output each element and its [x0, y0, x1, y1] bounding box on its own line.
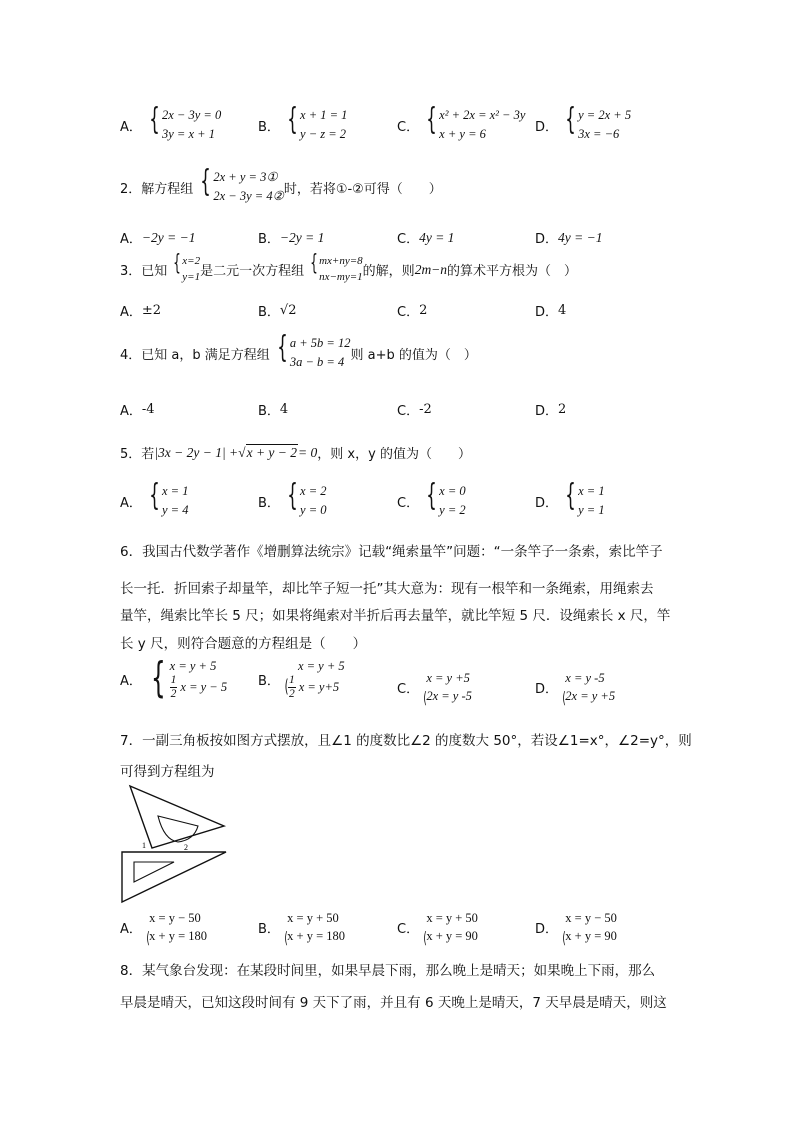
question-text: 5．若: [120, 447, 155, 462]
q2-option-c: [397, 228, 454, 247]
equation: 2x = y +5: [565, 689, 616, 704]
option-label: B．: [258, 495, 280, 511]
question-text: 时，若将①-②可得（ ）: [283, 181, 442, 197]
q6-text-line: 长一托．折回索子却量竿，却比竿子短一托”其大意为：现有一根竿和一条绳索，用绳索去: [120, 581, 654, 597]
option-label: A．: [120, 404, 142, 419]
option-label: A．: [120, 673, 142, 689]
equation: x = y + 50: [287, 911, 339, 925]
equation: x = y + 50: [426, 911, 478, 925]
q3-stem: 3．已知 { x=2 y=1 是二元一次方程组 { mx+ny=8 nx−my=1 的解，则 2m−n 的算术平方根为（ ）: [120, 254, 577, 286]
equation: x = y − 50: [565, 911, 617, 925]
equation: 3x = −6: [578, 127, 620, 142]
question-text: ，则 x，y 的值为（ ）: [317, 447, 471, 462]
option-label: A．: [120, 921, 142, 937]
lower-set-square: [122, 852, 226, 902]
equation: nx−my=1: [319, 270, 363, 283]
q1-option-a: A． { 2x − 3y = 0 3y = x + 1: [120, 106, 221, 145]
equation: x = y + 5: [169, 659, 217, 673]
equation: x + y = 90: [565, 929, 617, 944]
expression: x + y − 2: [246, 445, 298, 460]
q4-stem: 4．已知 a，b 满足方程组 { a + 5b = 12 3a − b = 4 则 a+b 的值为（ ）: [120, 334, 477, 373]
equation: x = y + 5: [297, 659, 345, 673]
q6-option-b: B． ( x = y + 5 $\frac{1}{2}$ x = y+5: [258, 659, 345, 700]
q1-option-c: C． { x² + 2x = x² − 3y x + y = 6: [397, 106, 525, 145]
equation: x + y = 90: [426, 929, 478, 944]
equation: x = y +5: [426, 671, 470, 685]
equation: 2x = y -5: [426, 689, 472, 704]
equation: x = 2: [300, 484, 327, 498]
equation: y=1: [182, 270, 201, 283]
option-label: C．: [397, 232, 420, 247]
option-label: C．: [397, 119, 420, 135]
equation: x = 1: [162, 484, 189, 498]
equation: y = 1: [578, 503, 605, 518]
q2-stem: 2．解方程组 { 2x + y = 3① 2x − 3y = 4② 时，若将①-②可得（ ）: [120, 168, 442, 207]
q8-text-line: 早晨是晴天，已知这段时间有 9 天下了雨，并且有 6 天晚上是晴天，7 天早晨是晴天，则这: [120, 995, 667, 1011]
option-text: ±2: [141, 303, 162, 318]
fraction-denominator: 2: [170, 687, 177, 700]
equation: 2x − 3y = 0: [162, 108, 222, 122]
question-text: 是二元一次方程组: [200, 264, 305, 280]
option-label: D．: [535, 305, 559, 320]
equation: 3y = x + 1: [162, 127, 215, 142]
option-label: B．: [258, 305, 280, 320]
option-label: D．: [535, 404, 559, 419]
question-text: 2．解方程组: [120, 181, 194, 197]
equation: x = 0: [439, 484, 466, 498]
q8-text-line: 8．某气象台发现：在某段时间里，如果早晨下雨，那么晚上是晴天；如果晚上下雨，那么: [120, 963, 656, 979]
option-label: D．: [535, 119, 559, 135]
q7-text-line: 可得到方程组为: [120, 764, 215, 780]
equation: y − z = 2: [300, 127, 347, 142]
question-text: 的算术平方根为（ ）: [447, 264, 578, 280]
equation: x=2: [182, 255, 201, 267]
equation: y = 2x + 5: [578, 108, 632, 122]
equation: x = y -5: [565, 671, 605, 685]
q4-option-c: [397, 400, 432, 419]
q7-option-c: C． ( x = y + 50 x + y = 90: [397, 911, 478, 948]
q7-option-b: B． ( x = y + 50 x + y = 180: [258, 911, 346, 948]
option-label: C．: [397, 495, 420, 511]
equation: 2x − 3y = 4②: [213, 189, 284, 204]
option-label: B．: [258, 232, 280, 247]
equation: y = 2: [439, 503, 466, 518]
q5-option-a: A． { x = 1 y = 4: [120, 482, 188, 521]
equation: x + y = 180: [149, 929, 208, 944]
option-text: −2y = 1: [279, 229, 325, 245]
q7-option-d: D． ( x = y − 50 x + y = 90: [535, 911, 617, 948]
option-label: B．: [258, 119, 280, 135]
q5-option-b: B． { x = 2 y = 0: [258, 482, 327, 521]
q6-option-a: A． { x = y + 5 $\frac{1}{2}$ x = y − 5: [120, 653, 228, 702]
q5-option-d: D． { x = 1 y = 1: [535, 482, 605, 521]
option-text: 2: [419, 303, 428, 318]
option-label: C．: [397, 921, 420, 937]
q6-text-line: 量竿，绳索比竿长 5 尺；如果将绳索对半折后再去量竿，就比竿短 5 尺．设绳索长 x 尺，竿: [120, 608, 671, 624]
equation: x + 1 = 1: [300, 108, 348, 122]
q7-text-line: 7．一副三角板按如图方式摆放，且∠1 的度数比∠2 的度数大 50°，若设∠1=x°，∠2=y°，则: [120, 733, 692, 749]
q2-option-a: [120, 228, 195, 247]
equation: y = 4: [162, 503, 189, 518]
option-text: 4: [279, 402, 289, 417]
q3-option-d: [535, 301, 566, 320]
option-label: A．: [120, 305, 142, 320]
equation: x² + 2x = x² − 3y: [439, 108, 526, 122]
q4-option-a: [120, 400, 155, 419]
question-text: 则 a+b 的值为（ ）: [350, 347, 477, 363]
option-text: 4: [558, 303, 567, 318]
option-label: C．: [397, 404, 420, 419]
option-label: A．: [120, 495, 142, 511]
equation: 2x + y = 3①: [213, 170, 278, 184]
equation: x + y = 180: [287, 929, 346, 944]
option-label: C．: [397, 681, 420, 697]
q4-option-d: [535, 400, 566, 419]
expression: = 0: [298, 444, 318, 460]
triangle-rulers-figure: [118, 782, 230, 906]
equation: x = y − 50: [149, 911, 201, 925]
option-label: D．: [535, 495, 559, 511]
equation: y = 0: [300, 503, 327, 518]
q3-option-a: [120, 301, 161, 320]
option-label: C．: [397, 305, 420, 320]
equation: x + y = 6: [439, 127, 486, 142]
upper-set-square: [130, 786, 224, 848]
option-label: D．: [535, 232, 559, 247]
lower-set-square-cutout: [134, 862, 174, 882]
q7-option-a: A． ( x = y − 50 x + y = 180: [120, 911, 208, 948]
option-label: B．: [258, 404, 280, 419]
fraction-denominator: 2: [288, 687, 295, 700]
equation: 3a − b = 4: [289, 355, 345, 370]
equation: x = y+5: [298, 680, 340, 695]
q6-text-line: 长 y 尺，则符合题意的方程组是（ ）: [120, 636, 367, 652]
q6-option-c: C． ( x = y +5 2x = y -5: [397, 671, 472, 708]
q5-stem: 5．若 |3x − 2y − 1| + √ x + y − 2 = 0 ，则 x，y 的值为（ ）: [120, 444, 471, 462]
equation: a + 5b = 12: [289, 336, 351, 350]
q3-option-c: [397, 301, 427, 320]
angle-1-label: 1: [142, 841, 146, 850]
option-label: A．: [120, 119, 142, 135]
option-label: A．: [120, 232, 142, 247]
question-text: 4．已知 a，b 满足方程组: [120, 347, 270, 363]
option-text: -2: [419, 402, 432, 417]
option-text: -4: [141, 402, 155, 417]
question-text: 3．已知: [120, 264, 168, 280]
q6-option-d: D． ( x = y -5 2x = y +5: [535, 671, 616, 708]
option-text: −2y = −1: [141, 229, 196, 245]
option-label: B．: [258, 921, 280, 937]
fraction-numerator: 1: [288, 674, 295, 687]
equation: x = y − 5: [180, 680, 228, 695]
angle-2-label: 2: [184, 843, 188, 852]
option-label: D．: [535, 681, 559, 697]
q2-option-d: [535, 228, 602, 247]
expression: |3x − 2y − 1| +: [154, 444, 239, 460]
equation: x = 1: [578, 484, 605, 498]
fraction-numerator: 1: [170, 674, 177, 687]
q4-option-b: [258, 400, 288, 419]
q6-text-line: 6．我国古代数学著作《增删算法统宗》记载“绳索量竿”问题：“一条竿子一条索，索比竿子: [120, 544, 663, 560]
option-text: √2: [279, 303, 297, 318]
equation: mx+ny=8: [319, 255, 363, 267]
option-label: D．: [535, 921, 559, 937]
question-text: 的解，则: [362, 264, 415, 280]
expression: 2m−n: [414, 261, 448, 277]
q1-option-b: B． { x + 1 = 1 y − z = 2: [258, 106, 347, 145]
option-text: 4y = 1: [419, 229, 455, 245]
q1-option-d: D． { y = 2x + 5 3x = −6: [535, 106, 631, 145]
q5-option-c: C． { x = 0 y = 2: [397, 482, 466, 521]
option-label: B．: [258, 673, 280, 689]
q2-option-b: [258, 228, 324, 247]
option-text: 4y = −1: [558, 229, 603, 245]
q3-option-b: [258, 301, 296, 320]
option-text: 2: [558, 402, 567, 417]
upper-set-square-cutout: [158, 816, 198, 842]
